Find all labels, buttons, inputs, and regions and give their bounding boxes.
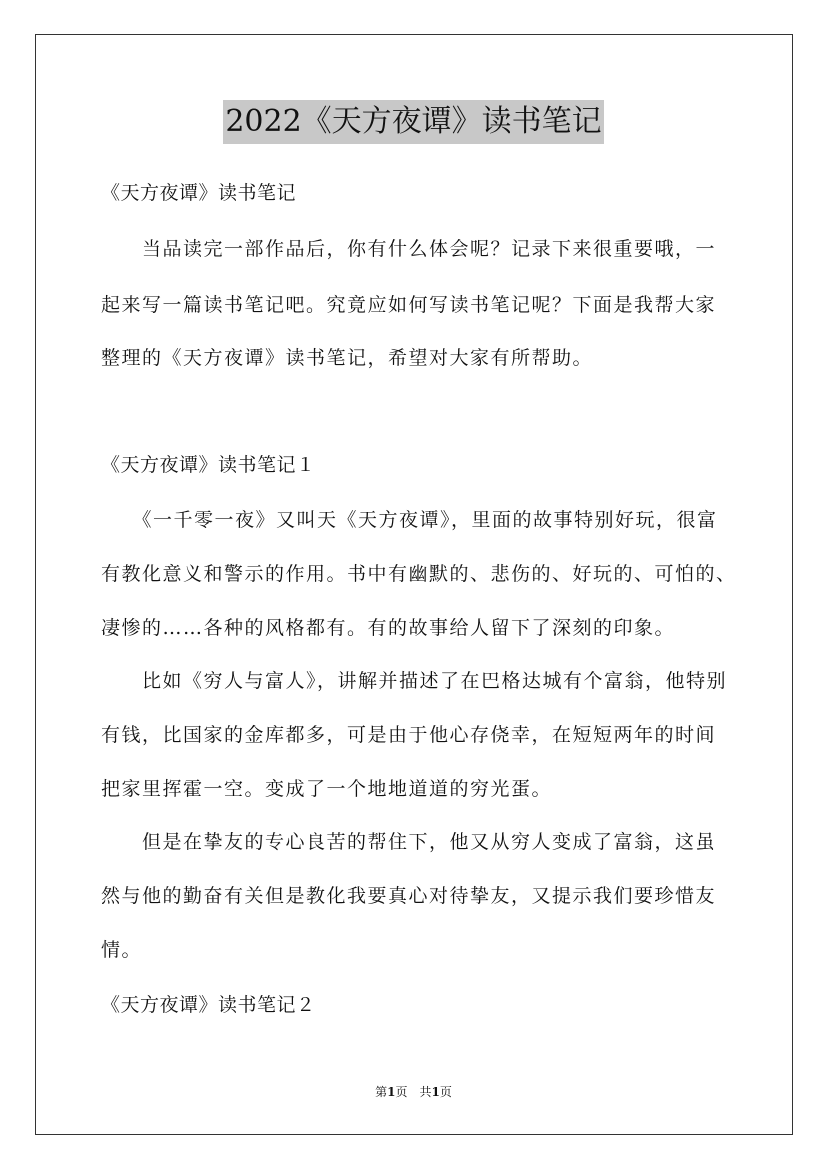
title-container [0, 100, 827, 144]
page-suffix: 页 [439, 1085, 452, 1099]
section-heading: 《天方夜谭》读书笔记２ [101, 994, 316, 1016]
page-current: 1 [387, 1085, 396, 1099]
paragraph-line: 当品读完一部作品后，你有什么体会呢？记录下来很重要哦，一 [101, 238, 717, 260]
paragraph-line: 起来写一篇读书笔记吧。究竟应如何写读书笔记呢？下面是我帮大家 [101, 294, 717, 316]
page-total: 1 [431, 1085, 440, 1099]
paragraph-line: 有教化意义和警示的作用。书中有幽默的、悲伤的、好玩的、可怕的、 [101, 563, 737, 585]
paragraph-line: 有钱，比国家的金库都多，可是由于他心存侥幸，在短短两年的时间 [101, 724, 717, 746]
section-heading: 《天方夜谭》读书笔记 [101, 182, 297, 204]
paragraph-line: 整理的《天方夜谭》读书笔记，希望对大家有所帮助。 [101, 347, 594, 369]
document-title: 2022《天方夜谭》读书笔记 [223, 100, 603, 144]
paragraph-line: 凄惨的……各种的风格都有。有的故事给人留下了深刻的印象。 [101, 617, 676, 639]
paragraph-line: 然与他的勤奋有关但是教化我要真心对待挚友，又提示我们要珍惜友 [101, 885, 717, 907]
page-mid: 页 共 [395, 1085, 432, 1099]
paragraph-line: 但是在挚友的专心良苦的帮住下，他又从穷人变成了富翁，这虽 [101, 831, 717, 853]
paragraph-line: 情。 [101, 939, 143, 961]
section-heading: 《天方夜谭》读书笔记１ [101, 454, 316, 476]
page-prefix: 第 [375, 1085, 388, 1099]
paragraph-line: 《一千零一夜》又叫天《天方夜谭》，里面的故事特别好玩，很富 [101, 509, 718, 531]
page-footer [0, 1084, 827, 1100]
paragraph-line: 把家里挥霍一空。变成了一个地地道道的穷光蛋。 [101, 778, 553, 800]
paragraph-line: 比如《穷人与富人》，讲解并描述了在巴格达城有个富翁，他特别 [101, 670, 728, 692]
